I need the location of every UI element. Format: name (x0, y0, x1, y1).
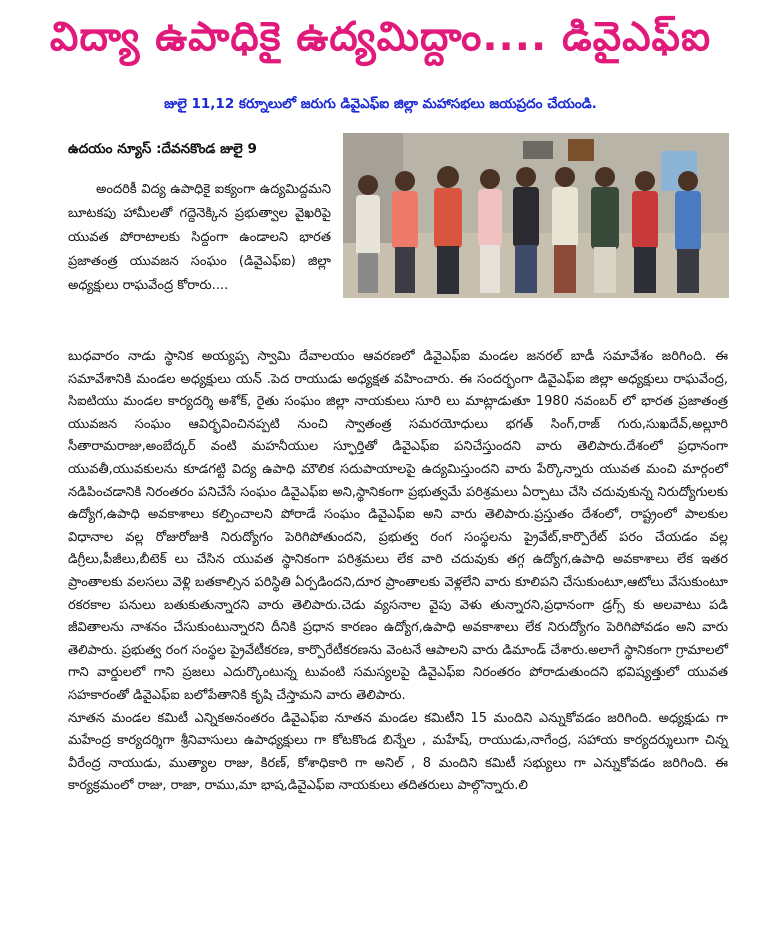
group-photo (343, 133, 729, 298)
group-photo-illustration (343, 133, 729, 298)
headline: విద్యా ఉపాధికై ఉద్యమిద్దాం.... డివైఎఫ్ఐ (49, 14, 712, 60)
dateline: ఉదయం న్యూస్ :దేవనకొండ జులై 9 (68, 141, 257, 157)
article-body (68, 346, 728, 798)
body-paragraph: బుధవారం నాడు స్థానిక అయ్యప్ప స్వామి దేవాలయం ఆవరణలో డివైఎఫ్ఐ మండల జనరల్ బాడీ సమావేశం జరిగింది. ఈ సమావేశానికి మండల అధ్యక్షులు యన్ .పెద రాయుడు అధ్యక్షత వహించారు. ఈ సందర్భంగా డివైఎఫ్ఐ జిల్లా అధ్యక్షులు రాఘవేంద్ర, సిఐటియు మండల కార్యదర్శి అశోక్, రైతు సంఘం జిల్లా నాయకులు సూరి లు మాట్లాడుతూ 1980 నవంబర్ లో భారత ప్రజాతంత్ర యువజన సంఘం ఆవిర్భవించినప్పటి నుంచి స్వాతంత్ర సమరయోధులు భగత్ సింగ్,రాజ్ గురు,సుఖదేవ్,అల్లూరి సీతారామరాజు,అంబేద్కర్ వంటి మహనీయుల స్ఫూర్తితో డివైఎఫ్ఐ పనిచేస్తుందని వారు తెలిపారు.దేశంలో ప్రధానంగా యువతీ,యువకులను కూడగట్టి విద్య ఉపాధి మౌలిక సదుపాయాలపై ఉద్యమిస్తుందని వారు పేర్కొన్నారు యువత మంచి మార్గంలో నడిపించడానికి నిరంతరం పనిచేసే సంఘం డివైఎఫ్ఐ అని,స్థానికంగా ప్రభుత్వమే పరిశ్రమలు ఏర్పాటు చేసి చదువుకున్న నిరుద్యోగులకు ఉద్యోగ,ఉపాధి అవకాశాలు కల్పించాలని పోరాడే సంఘం డివైఎఫ్ఐ అని వారు తెలిపారు.ప్రస్తుతం దేశంలో, రాష్ట్రంలో పాలకుల విధానాల వల్ల రోజురోజుకి నిరుద్యోగం పెరిగిపోతుందని, ప్రభుత్వ రంగ సంస్థలను ప్రైవేట్,కార్పొరేట్ పరం చేయడం వల్ల డిగ్రీలు,పీజీలు,బీటెక్ లు చేసిన యువత స్థానికంగా పరిశ్రమలు లేక వారి చదువుకు తగ్గ ఉద్యోగ,ఉపాధి అవకాశాలు లేక ఇతర ప్రాంతాలకు వలసలు వెళ్లి బతకాల్సిన పరిస్థితి ఏర్పడిందని,దూర ప్రాంతాలకు వెళ్లలేని వారు కూలిపని చేసుకుంటూ,ఆటోలు వేసుకుంటూ రకరకాల పనులు బతుకుతున్నారని వారు తెలిపారు.చెడు వ్యసనాల వైపు వెళు తున్నారని,ప్రధానంగా డ్రగ్స్ కు అలవాటు పడి జీవితాలను నాశనం చేసుకుంటున్నారని దీనికి ప్రధాన కారణం ఉద్యోగ,ఉపాధి అవకాశాలు లేక నిరుద్యోగం పెరిగిపోవడం అని వారు తెలిపారు. ప్రభుత్వ రంగ సంస్థల ప్రైవేటీకరణ, కార్పొరేటీకరణను వెంటనే ఆపాలని వారు డిమాండ్ చేశారు.అలాగే స్థానికంగా గ్రామాలలో గాని వార్డులలో గాని ప్రజలు ఎదుర్కొంటున్న టువంటి సమస్యలపై డివైఎఫ్ఐ నిరంతరం పోరాడుతుందని భవిష్యత్తులో యువత సహకారంతో డివైఎఫ్ఐ బలోపేతానికి కృషి చేస్తామని వారు తెలిపారు. (68, 349, 728, 703)
intro-paragraph: అందరికీ విద్య ఉపాధికై ఐక్యంగా ఉద్యమిద్దమని బూటకపు హామీలతో గద్దెనెక్కిన ప్రభుత్వాల వైఖరిపై యువత పోరాటాలకు సిద్దంగా ఉండాలని భారత ప్రజాతంత్ర యువజన సంఘం (డివైఎఫ్ఐ) జిల్లా అధ్యక్షులు రాఘవేంద్ర కోరారు.... (68, 182, 331, 293)
body-paragraph: నూతన మండల కమిటీ ఎన్నికఅనంతరం డివైఎఫ్ఐ నూతన మండల కమిటీని 15 మందిని ఎన్నుకోవడం జరిగింది. అధ్యక్షుడు గా మహేంద్ర కార్యదర్శిగా శ్రీనివాసులు ఉపాధ్యక్షులు గా కోటకొండ బిన్నేల , మహేష్, రాయుడు,నాగేంద్ర, సహాయ కార్యదర్శులుగా చిన్న వీరేంద్ర నాయుడు, ముత్యాల రాజు, కిరణ్, కోశాధికారి గా అనిల్ , 8 మందిని కమిటీ సభ్యులు గా ఎన్నుకోవడం జరిగింది. ఈ కార్యక్రమంలో రాజు, రాజా, రాము,మా భాష,డివైఎఫ్ఐ నాయకులు తదితరులు పాల్గొన్నారు.లి (68, 710, 728, 794)
intro-column (68, 178, 331, 298)
subheadline: జులై 11,12 కర్నూలులో జరుగు డివైఎఫ్ఐ జిల్లా మహాసభలు జయప్రదం చేయండి. (164, 96, 597, 112)
